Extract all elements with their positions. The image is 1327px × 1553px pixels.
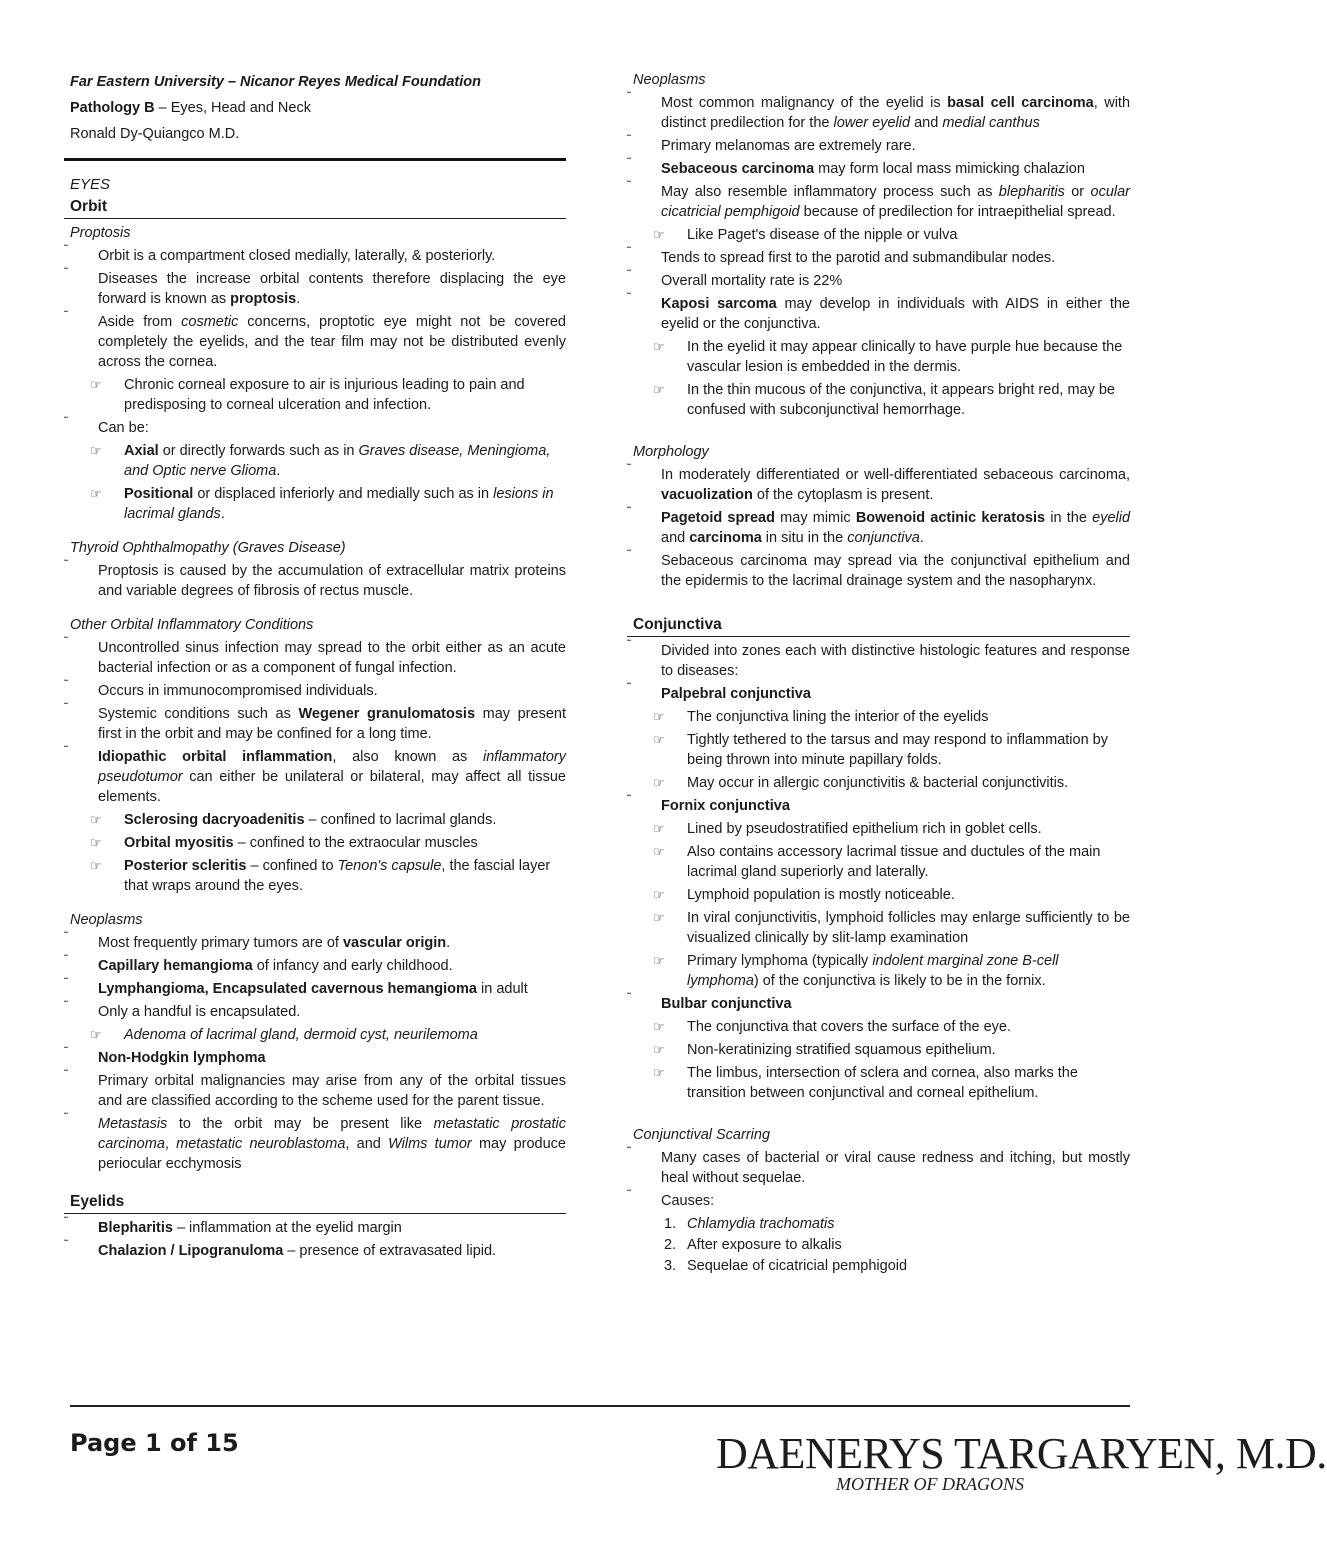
signature-logo: [712, 1429, 1327, 1500]
sub-bullet-item: ☞ Sclerosing dacryoadenitis – confined to lacrimal glands.: [90, 812, 497, 828]
sub-bullet-item: ☞ In viral conjunctivitis, lymphoid follicles may enlarge sufficiently to be visualized clinically by slit-lamp examination: [653, 910, 1130, 946]
bullet-item: ˜ Systemic conditions such as Wegener granulomatosis may present first in the orbit and may be confined for a long time.: [64, 704, 566, 744]
subheading-thyroid-ophthalmopathy: Thyroid Ophthalmopathy (Graves Disease): [70, 540, 346, 556]
bullet-item: ˜ Aside from cosmetic concerns, proptotic eye might not be covered completely the eyelids, and the tear film may not be distributed evenly across the cornea.: [64, 312, 566, 372]
sub-bullet-item: ☞ Chronic corneal exposure to air is injurious leading to pain and predisposing to corneal ulceration and infection.: [90, 377, 525, 413]
header-divider: [64, 158, 566, 161]
bullet-item: ˜ Overall mortality rate is 22%: [627, 271, 1130, 291]
signature-name: DAENERYS TARGARYEN, M.D.: [716, 1429, 1327, 1478]
bullet-item: ˜ Palpebral conjunctiva: [627, 684, 1130, 704]
signature-subtitle: MOTHER OF DRAGONS: [836, 1474, 1024, 1494]
pointing-hand-icon: ☞: [653, 910, 665, 925]
pointing-hand-icon: ☞: [653, 844, 665, 859]
bullet-item: ˜ Only a handful is encapsulated.: [64, 1002, 566, 1022]
bullet-item: ˜ Blepharitis – inflammation at the eyelid margin: [64, 1218, 566, 1238]
subheading-morphology: Morphology: [633, 444, 709, 460]
bullet-item: ˜ Non-Hodgkin lymphoma: [64, 1048, 566, 1068]
sub-bullet-item: ☞ Positional or displaced inferiorly and medially such as in lesions in lacrimal glands.: [90, 486, 554, 522]
bullet-item: ˜ May also resemble inflammatory process such as blepharitis or ocular cicatricial pemphigoid because of predilection for intraepithelial spread.: [627, 182, 1130, 222]
sub-bullet-item: ☞ Posterior scleritis – confined to Tenon's capsule, the fascial layer that wraps around the eyes.: [90, 858, 551, 894]
pointing-hand-icon: ☞: [653, 227, 665, 242]
eyes-heading: EYES: [70, 176, 111, 193]
sub-bullet-item: ☞ Like Paget's disease of the nipple or vulva: [653, 227, 958, 243]
bullet-item: ˜ Pagetoid spread may mimic Bowenoid actinic keratosis in the eyelid and carcinoma in situ in the conjunctiva.: [627, 508, 1130, 548]
footer-divider: [70, 1405, 1130, 1407]
bullet-item: ˜ Fornix conjunctiva: [627, 796, 1130, 816]
sub-bullet-item: ☞ Tightly tethered to the tarsus and may respond to inflammation by being thrown into minute papillary folds.: [653, 732, 1108, 768]
course-title: Pathology B – Eyes, Head and Neck: [70, 100, 311, 116]
subheading-proptosis: Proptosis: [70, 225, 131, 241]
subheading-conjunctival-scarring: Conjunctival Scarring: [633, 1127, 771, 1143]
bullet-item: ˜ Uncontrolled sinus infection may spread to the orbit either as an acute bacterial infection or as a component of fungal infection.: [64, 638, 566, 678]
bullet-item: ˜ Proptosis is caused by the accumulation of extracellular matrix proteins and variable degrees of fibrosis of rectus muscle.: [64, 561, 566, 601]
pointing-hand-icon: ☞: [653, 775, 665, 790]
pointing-hand-icon: ☞: [90, 443, 102, 458]
pointing-hand-icon: ☞: [90, 812, 102, 827]
sub-bullet-item: ☞ Adenoma of lacrimal gland, dermoid cyst, neurilemoma: [90, 1027, 478, 1043]
bullet-item: ˜ Occurs in immunocompromised individuals.: [64, 681, 566, 701]
bullet-item: ˜ Divided into zones each with distinctive histologic features and response to diseases:: [627, 641, 1130, 681]
bullet-item: ˜ Chalazion / Lipogranuloma – presence of extravasated lipid.: [64, 1241, 566, 1261]
numbered-item: 3. Sequelae of cicatricial pemphigoid: [664, 1258, 908, 1274]
bullet-item: ˜ Primary melanomas are extremely rare.: [627, 136, 1130, 156]
lecturer-name: Ronald Dy-Quiangco M.D.: [70, 126, 240, 142]
bullet-item: ˜ Diseases the increase orbital contents therefore displacing the eye forward is known as proptosis.: [64, 269, 566, 309]
sub-bullet-item: ☞ Also contains accessory lacrimal tissue and ductules of the main lacrimal gland superiorly and laterally.: [653, 844, 1101, 880]
university-name: Far Eastern University – Nicanor Reyes Medical Foundation: [70, 74, 481, 90]
section-orbit: Orbit: [64, 197, 566, 219]
bullet-item: ˜ Orbit is a compartment closed medially, laterally, & posteriorly.: [64, 246, 566, 266]
numbered-item: 1. Chlamydia trachomatis: [664, 1216, 835, 1232]
right-column: [627, 68, 1130, 1277]
sub-bullet-item: ☞ The conjunctiva that covers the surface of the eye.: [653, 1019, 1012, 1035]
sub-bullet-item: ☞ Lymphoid population is mostly noticeable.: [653, 887, 955, 903]
bullet-item: ˜ Capillary hemangioma of infancy and early childhood.: [64, 956, 566, 976]
subheading-other-orbital-inflammatory: Other Orbital Inflammatory Conditions: [70, 617, 314, 633]
section-conjunctiva: Conjunctiva: [627, 615, 1130, 637]
bullet-item: ˜ Causes:: [627, 1191, 1130, 1211]
pointing-hand-icon: ☞: [653, 732, 665, 747]
bullet-item: ˜ Primary orbital malignancies may arise from any of the orbital tissues and are classified according to the scheme used for the parent tissue.: [64, 1071, 566, 1111]
pointing-hand-icon: ☞: [653, 821, 665, 836]
pointing-hand-icon: ☞: [90, 486, 102, 501]
left-column: [64, 68, 566, 1264]
sub-bullet-item: ☞ In the thin mucous of the conjunctiva, it appears bright red, may be confused with subconjunctival hemorrhage.: [653, 382, 1115, 418]
sub-bullet-item: ☞ The limbus, intersection of sclera and cornea, also marks the transition between conjunctival and corneal epithelium.: [653, 1065, 1078, 1101]
bullet-item: ˜ Metastasis to the orbit may be present like metastatic prostatic carcinoma, metastatic neuroblastoma, and Wilms tumor may produce periocular ecchymosis: [64, 1114, 566, 1174]
sub-bullet-item: ☞ Axial or directly forwards such as in Graves disease, Meningioma, and Optic nerve Glioma.: [90, 443, 551, 479]
pointing-hand-icon: ☞: [653, 887, 665, 902]
pointing-hand-icon: ☞: [653, 1065, 665, 1080]
bullet-item: ˜ Sebaceous carcinoma may spread via the conjunctival epithelium and the epidermis to the lacrimal drainage system and the nasopharynx.: [627, 551, 1130, 591]
bullet-item: ˜ Sebaceous carcinoma may form local mass mimicking chalazion: [627, 159, 1130, 179]
pointing-hand-icon: ☞: [653, 953, 665, 968]
bullet-item: ˜ Many cases of bacterial or viral cause redness and itching, but mostly heal without sequelae.: [627, 1148, 1130, 1188]
page-number: Page 1 of 15: [70, 1429, 239, 1457]
bullet-item: ˜ Kaposi sarcoma may develop in individuals with AIDS in either the eyelid or the conjunctiva.: [627, 294, 1130, 334]
numbered-item: 2. After exposure to alkalis: [664, 1237, 842, 1253]
section-eyelids: Eyelids: [64, 1192, 566, 1214]
sub-bullet-item: ☞ In the eyelid it may appear clinically to have purple hue because the vascular lesion is embedded in the dermis.: [653, 339, 1123, 375]
pointing-hand-icon: ☞: [90, 858, 102, 873]
pointing-hand-icon: ☞: [90, 835, 102, 850]
sub-bullet-item: ☞ Non-keratinizing stratified squamous epithelium.: [653, 1042, 996, 1058]
pointing-hand-icon: ☞: [90, 377, 102, 392]
bullet-item: ˜ Lymphangioma, Encapsulated cavernous hemangioma in adult: [64, 979, 566, 999]
bullet-item: ˜ Tends to spread first to the parotid and submandibular nodes.: [627, 248, 1130, 268]
pointing-hand-icon: ☞: [653, 1019, 665, 1034]
sub-bullet-item: ☞ May occur in allergic conjunctivitis & bacterial conjunctivitis.: [653, 775, 1069, 791]
sub-bullet-item: ☞ Lined by pseudostratified epithelium rich in goblet cells.: [653, 821, 1042, 837]
sub-bullet-item: ☞ Orbital myositis – confined to the extraocular muscles: [90, 835, 478, 851]
pointing-hand-icon: ☞: [653, 709, 665, 724]
sub-bullet-item: ☞ Primary lymphoma (typically indolent marginal zone B-cell lymphoma) of the conjunctiva is likely to be in the fornix.: [653, 953, 1059, 989]
sub-bullet-item: ☞ The conjunctiva lining the interior of the eyelids: [653, 709, 989, 725]
bullet-item: ˜ In moderately differentiated or well-differentiated sebaceous carcinoma, vacuolization of the cytoplasm is present.: [627, 465, 1130, 505]
bullet-item: ˜ Bulbar conjunctiva: [627, 994, 1130, 1014]
pointing-hand-icon: ☞: [653, 382, 665, 397]
bullet-item: ˜ Idiopathic orbital inflammation, also known as inflammatory pseudotumor can either be unilateral or bilateral, may affect all tissue elements.: [64, 747, 566, 807]
pointing-hand-icon: ☞: [90, 1027, 102, 1042]
pointing-hand-icon: ☞: [653, 339, 665, 354]
bullet-item: ˜ Most frequently primary tumors are of vascular origin.: [64, 933, 566, 953]
subheading-eyelid-neoplasms: Neoplasms: [633, 72, 706, 88]
document-header: [70, 70, 566, 146]
bullet-item: ˜ Can be:: [64, 418, 566, 438]
subheading-orbit-neoplasms: Neoplasms: [70, 912, 143, 928]
bullet-item: ˜ Most common malignancy of the eyelid is basal cell carcinoma, with distinct predilection for the lower eyelid and medial canthus: [627, 93, 1130, 133]
pointing-hand-icon: ☞: [653, 1042, 665, 1057]
